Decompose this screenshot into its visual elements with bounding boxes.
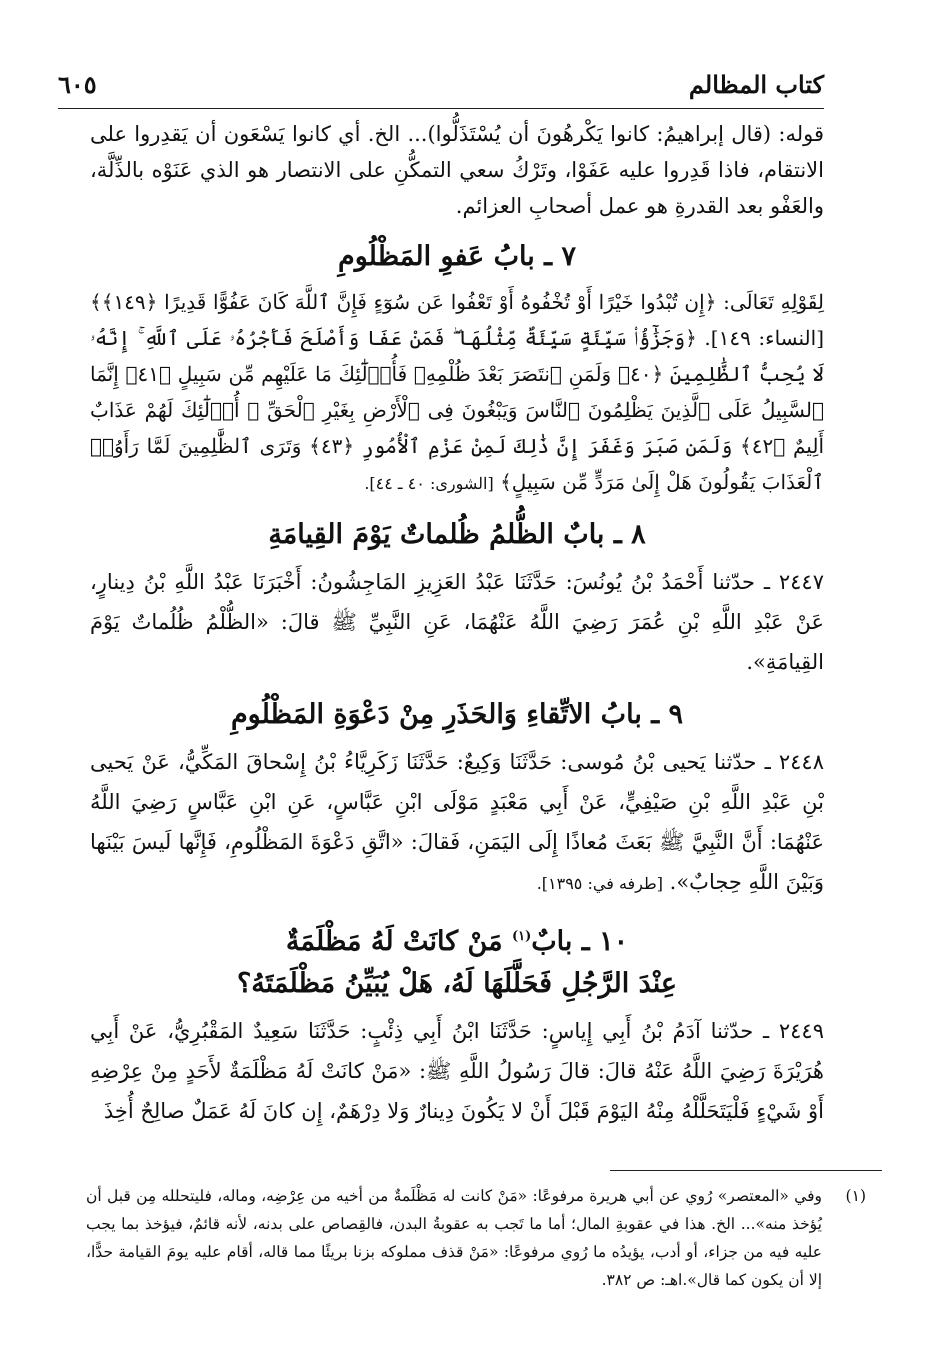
footnote-text: وفي «المعتصر» رُوي عن أبي هريرة مرفوعًا: «مَنْ كانت له مَظْلَمةٌ من أخيه من عِرْضِه، وماله، فليتحلله مِن قبل أن يُؤخذ منه»... الخ. هذا في عقوبةِ المال؛ أما ما تَجب به عقوبةُ البدن، فالقِصاص على بدنه، لأنه قائمٌ، فيؤخذ بما يجب عليه فيه من جزاء، أو أدب، يؤيدُه ما رُوي مرفوعًا: «مَنْ قذف مملوكه بزنا بريئًا مما قاله، أقام عليه يومَ القيامة حدًّا، إلا أن يكون كما قال».اهـ: ص ٣٨٢. (86, 1187, 822, 1289)
chapter-heading-10 (90, 916, 824, 1005)
header-divider (58, 108, 824, 109)
chapter-heading-7: ٧ ـ بابُ عَفوِ المَظْلُومِ (338, 241, 576, 272)
running-header (58, 64, 824, 104)
quran-verses-text: لِقَوْلِهِ تَعَالَى: ﴿إِن تُبْدُوا خَيْرًا أَوْ تُخْفُوهُ أَوْ تَعْفُوا عَن سُوٓءٍ فَإِنَّ ٱللَّهَ كَانَ عَفُوًّا قَدِيرًا ﴿١٤٩﴾﴾ [النساء: ١٤٩]. ﴿وَجَزَٰٓؤُا۟ سَيِّئَةٍ سَيِّئَةٌ مِّثْلُهَا ۖ فَمَنْ عَفَا وَأَصْلَحَ فَأَجْرُهُۥ عَلَى ٱللَّهِ ۚ إِنَّهُۥ لَا يُحِبُّ ٱلظَّٰلِمِينَ ﴿٤٠﴾ وَلَمَنِ ٱنتَصَرَ بَعْدَ ظُلْمِهِۦ فَأُو۟لَٰٓئِكَ مَا عَلَيْهِم مِّن سَبِيلٍ ﴿٤١﴾ إِنَّمَا ٱلسَّبِيلُ عَلَى ٱلَّذِينَ يَظْلِمُونَ ٱلنَّاسَ وَيَبْغُونَ فِى ٱلْأَرْضِ بِغَيْرِ ٱلْحَقِّ ۚ أُو۟لَٰٓئِكَ لَهُمْ عَذَابٌ أَلِيمٌ ﴿٤٢﴾ وَلَمَن صَبَرَ وَغَفَرَ إِنَّ ذَٰلِكَ لَمِنْ عَزْمِ ٱلْأُمُورِ ﴿٤٣﴾ وَتَرَى ٱلظَّٰلِمِينَ لَمَّا رَأَوُا۟ ٱلْعَذَابَ يَقُولُونَ هَلْ إِلَىٰ مَرَدٍّ مِّن سَبِيلٍ﴾ (90, 290, 824, 494)
page-number: ٦٠٥ (58, 69, 97, 99)
hadith-2448-text: ٢٤٤٨ ـ حدّثنا يَحيى بْنُ مُوسى: حَدَّثَنَا وَكِيعٌ: حَدَّثَنَا زَكَرِيَّاءُ بْنُ إِسْحاقَ المَكِّيُّ، عَنْ يَحيى بْنِ عَبْدِ اللَّهِ بْنِ صَيْفِيٍّ، عَنْ أَبِي مَعْبَدٍ مَوْلَى ابْنِ عَبَّاسٍ، عَنِ ابْنِ عَبَّاسٍ رَضِيَ اللَّهُ عَنْهُمَا: أَنَّ النَّبِيَّ ﷺ بَعَثَ مُعاذًا إِلَى اليَمَنِ، فَقالَ: «اتَّقِ دَعْوَةَ المَظْلُومِ، فَإِنَّها لَيسَ بَيْنَها وَبَيْنَ اللَّهِ حِجابٌ». (90, 750, 824, 894)
hadith-2449: ٢٤٤٩ ـ حدّثنا آدَمُ بْنُ أَبِي إِياسٍ: حَدَّثَنَا ابْنُ أَبِي ذِئْبٍ: حَدَّثَنَا سَعِيدٌ المَقْبُرِيُّ، عَنْ أَبِي هُرَيْرَةَ رَضِيَ اللَّهُ عَنْهُ قالَ: قالَ رَسُولُ اللَّهِ ﷺ: «مَنْ كانَتْ لَهُ مَظْلَمَةٌ لأَحَدٍ مِنْ عِرْضِهِ أَوْ شَيْءٍ فَلْيَتَحَلَّلْهُ مِنْهُ اليَوْمَ قَبْلَ أَنْ لا يَكُونَ دِينارٌ وَلا دِرْهَمٌ، إِن كانَ لَهُ عَمَلٌ صالِحٌ أُخِذَ (90, 1019, 824, 1123)
chapter-heading-8: ٨ ـ بابٌ الظُّلمُ ظُلماتٌ يَوْمَ القِيامَةِ (268, 519, 646, 550)
book-title: كتاب المظالم (688, 69, 824, 99)
surah-reference: [الشورى: ٤٠ ـ ٤٤]. (364, 474, 494, 493)
heading-10-prefix: ١٠ ـ بابٌ (531, 926, 629, 957)
hadith-2447: ٢٤٤٧ ـ حدّثنا أَحْمَدُ بْنُ يُونُسَ: حَدَّثَنَا عَبْدُ العَزِيزِ المَاجِشُونُ: أَخْبَرَنَا عَبْدُ اللَّهِ بْنُ دِينارٍ، عَنْ عَبْدِ اللَّهِ بْنِ عُمَرَ رَضِيَ اللَّهُ عَنْهُمَا، عَنِ النَّبِيِّ ﷺ قالَ: «الظُّلْمُ ظُلُماتٌ يَوْمَ القِيامَةِ». (90, 570, 824, 674)
heading-10-line2: عِنْدَ الرَّجُلِ فَحَلَّلَهَا لَهُ، هَلْ يُبَيِّنُ مَظْلَمَتَهُ؟ (236, 968, 678, 999)
cross-reference: [طرفه في: ١٣٩٥]. (536, 874, 663, 893)
footnote-number: (١) (845, 1187, 866, 1205)
main-text (90, 116, 824, 1133)
chapter-heading-9: ٩ ـ بابُ الاتِّقاءِ وَالحَذَرِ مِنْ دَعْوَةِ المَظْلُومِ (230, 699, 684, 730)
quran-verses (90, 284, 824, 502)
heading-10-line1: مَنْ كانَتْ لَهُ مَظْلَمَةٌ (285, 926, 512, 957)
hadith-2448 (90, 742, 824, 904)
footnotes (86, 1182, 866, 1294)
footnote-divider (610, 1170, 882, 1171)
footnote-1 (86, 1182, 866, 1294)
footnote-marker: (١) (511, 929, 532, 944)
commentary-paragraph: قوله: (قال إبراهيمُ: كانوا يَكْرهُونَ أن يُسْتَذَلُّوا)... الخ. أي كانوا يَسْعَون أن يَقدِروا على الانتقام، فاذا قَدِروا عليه عَفَوْا، وتَرْكُ سعي التمكُّنِ على الانتصار هو الذي عَنَوْه بالذِّلَّة، والعَفْو بعد القدرةِ هو عمل أصحابِ العزائم. (90, 122, 824, 218)
